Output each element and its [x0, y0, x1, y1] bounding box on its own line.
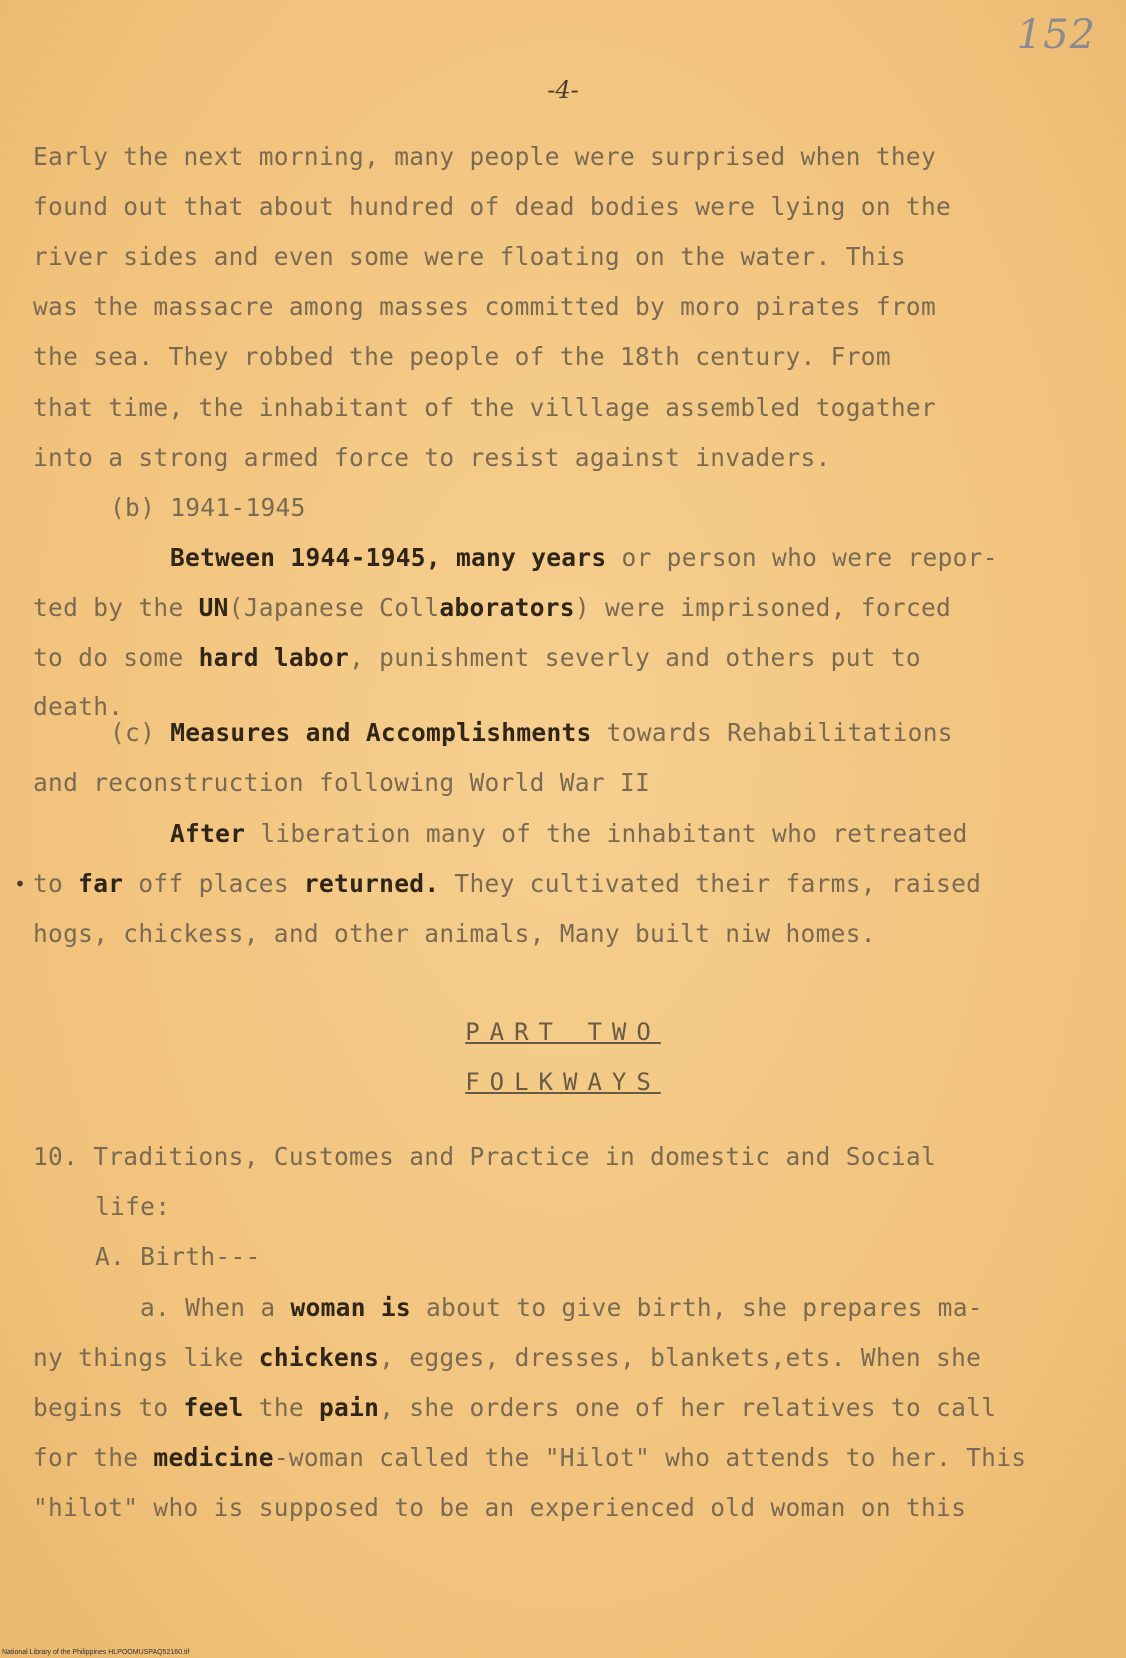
subsection-heading-birth: A. Birth--- [95, 1242, 261, 1271]
subsection-heading-c: (c) Measures and Accomplishments towards Rehabilitations [110, 718, 953, 747]
part-subheading: FOLKWAYS [465, 1068, 661, 1096]
bold-text: Between 1944-1945, many years [170, 543, 607, 572]
text-line: Between 1944-1945, many years or person who were repor- [170, 543, 998, 572]
text-line: Early the next morning, many people were surprised when they [33, 142, 937, 171]
text-line: to far off places returned. They cultivated their farms, raised [33, 869, 982, 898]
text-line: After liberation many of the inhabitant who retreated [170, 819, 968, 848]
text-line: begins to feel the pain, she orders one of her relatives to call [33, 1393, 997, 1422]
text-line: a. When a woman is about to give birth, she prepares ma- [140, 1293, 983, 1322]
part-heading: PART TWO [465, 1018, 661, 1046]
folio-number: 152 [1016, 12, 1096, 58]
footer-caption: National Library of the Philippines HLPOOMUSPAQ52160.tif [2, 1649, 190, 1656]
text-line: life: [95, 1192, 171, 1221]
section-heading: 10. Traditions, Customes and Practice in domestic and Social [33, 1142, 937, 1171]
text-line: into a strong armed force to resist against invaders. [33, 443, 831, 472]
text-line: that time, the inhabitant of the villlage assembled togather [33, 393, 937, 422]
margin-dot: • [14, 872, 27, 896]
text-line: for the medicine-woman called the "Hilot" who attends to her. This [33, 1443, 1027, 1472]
page-number: -4- [547, 76, 579, 104]
text-line: the sea. They robbed the people of the 18th century. From [33, 342, 891, 371]
subsection-heading-b: (b) 1941-1945 [110, 493, 306, 522]
text-line: ny things like chickens, egges, dresses, blankets,ets. When she [33, 1343, 982, 1372]
text-line: hogs, chickess, and other animals, Many built niw homes. [33, 919, 876, 948]
text-line: "hilot" who is supposed to be an experienced old woman on this [33, 1493, 967, 1522]
text-line: to do some hard labor, punishment severly and others put to [33, 643, 921, 672]
text-line: ted by the UN(Japanese Collaborators) were imprisoned, forced [33, 593, 952, 622]
text-line: was the massacre among masses committed by moro pirates from [33, 292, 937, 321]
text-line: and reconstruction following World War II [33, 768, 651, 797]
text-line: death. [33, 692, 124, 721]
text-line: river sides and even some were floating on the water. This [33, 242, 906, 271]
text-line: found out that about hundred of dead bodies were lying on the [33, 192, 952, 221]
